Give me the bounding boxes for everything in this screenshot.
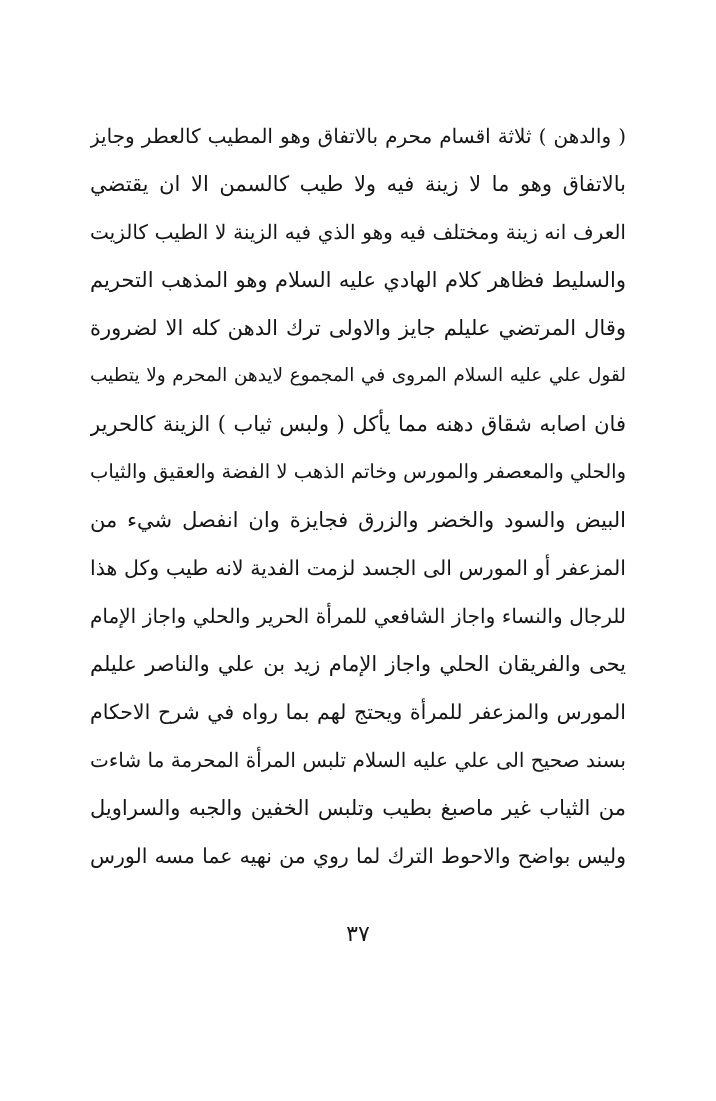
text-line: لقول علي عليه السلام المروى في المجموع لايدهن المحرم ولا يتطيب [90,365,626,386]
text-line: المورس والمزعفر للمرأة ويحتج لهم بما رواه في شرح الاحكام [90,700,626,724]
body-text [90,112,626,880]
text-line: وليس بواضح والاحوط الترك لما روي من نهيه عما مسه الورس [90,844,626,868]
page-number: ٣٧ [346,922,370,947]
text-line: فان اصابه شقاق دهنه مما يأكل ( ولبس ثياب ) الزينة كالحرير [90,412,626,436]
text-line: يحى والفريقان الحلي واجاز الإمام زيد بن علي والناصر عليلم [90,652,626,676]
text-line: بالاتفاق وهو ما لا زينة فيه ولا طيب كالسمن الا ان يقتضي [90,172,626,196]
text-line: للرجال والنساء واجاز الشافعي للمرأة الحرير والحلي واجاز الإمام [90,604,626,628]
text-line: المزعفر أو المورس الى الجسد لزمت الفدية لانه طيب وكل هذا [90,556,626,580]
text-line: من الثياب غير ماصبغ بطيب وتلبس الخفين والجبه والسراويل [90,796,626,820]
text-line: وقال المرتضي عليلم جايز والاولى ترك الدهن كله الا لضرورة [90,316,626,340]
text-line: العرف انه زينة ومختلف فيه وهو الذي فيه الزينة لا الطيب كالزيت [90,220,626,244]
text-line: ( والدهن ) ثلاثة اقسام محرم بالاتفاق وهو المطيب كالعطر وجايز [90,124,626,148]
text-line: والسليط فظاهر كلام الهادي عليه السلام وهو المذهب التحريم [90,268,626,292]
text-line: بسند صحيح الى علي عليه السلام تلبس المرأة المحرمة ما شاءت [90,748,626,772]
text-line: والحلي والمعصفر والمورس وخاتم الذهب لا الفضة والعقيق والثياب [90,460,626,483]
text-line: البيض والسود والخضر والزرق فجايزة وان انفصل شيء من [90,508,626,532]
